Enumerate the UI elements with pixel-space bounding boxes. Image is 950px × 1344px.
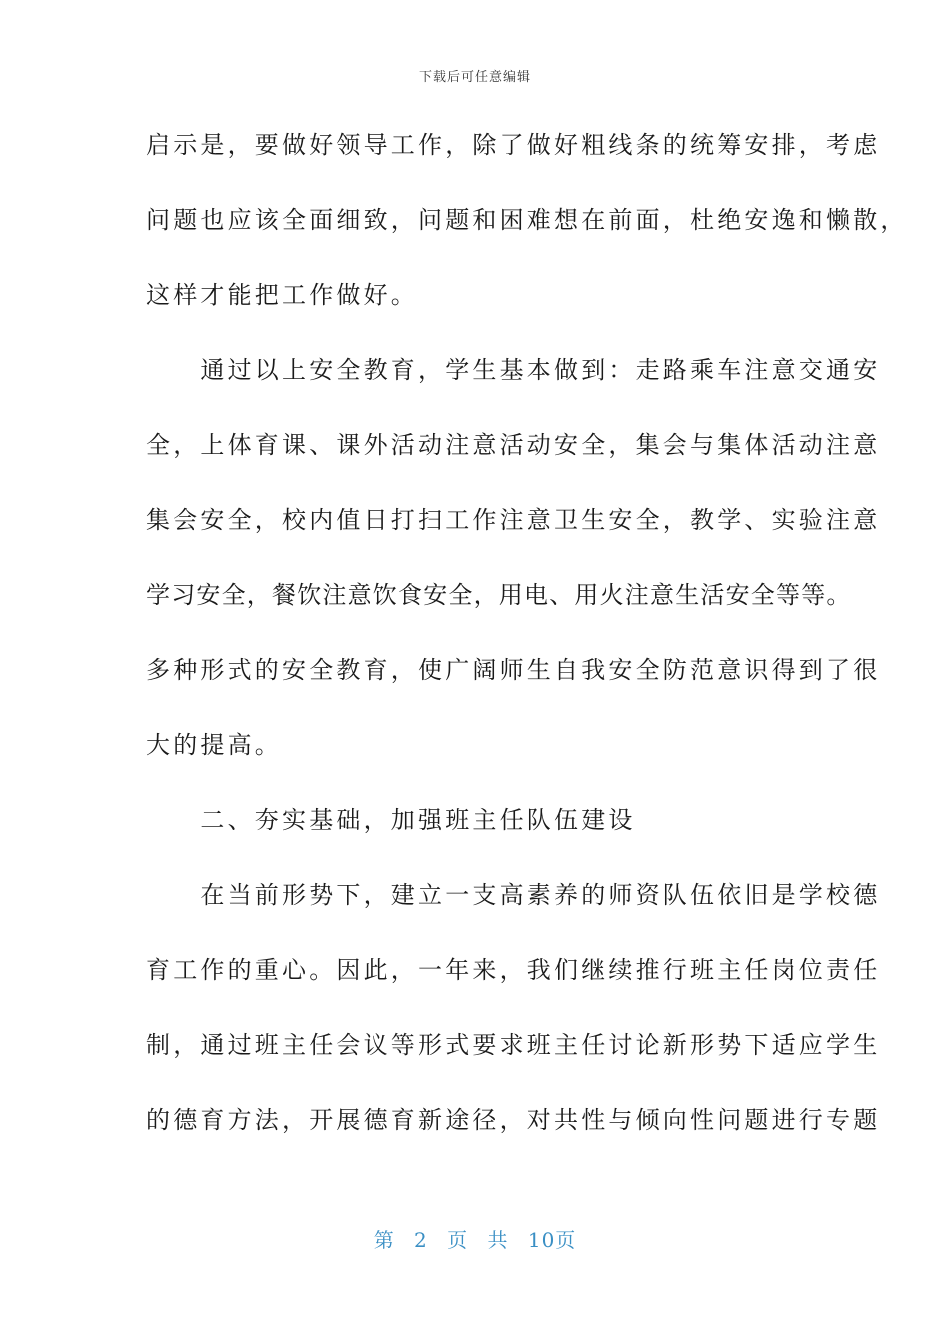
page-footer — [0, 1224, 950, 1253]
page-header-note: 下载后可任意编辑 — [418, 70, 531, 85]
text-line: 多种形式的安全教育，使广阔师生自我安全防范意识得到了很 — [146, 656, 881, 684]
footer-page-number: 2 — [414, 1228, 428, 1252]
text-line: 问题也应该全面细致，问题和困难想在前面，杜绝安逸和懒散， — [146, 206, 908, 234]
text-line: 通过以上安全教育，学生基本做到：走路乘车注意交通安 — [146, 356, 881, 384]
footer-page-word: 第 — [373, 1228, 395, 1252]
text-line: 大的提高。 — [146, 731, 282, 759]
footer-total-word: 共 — [487, 1228, 509, 1252]
text-line: 启示是，要做好领导工作，除了做好粗线条的统筹安排，考虑 — [146, 131, 881, 159]
text-line: 这样才能把工作做好。 — [146, 281, 418, 309]
document-body — [146, 120, 908, 1170]
footer-page-unit: 页 — [447, 1228, 469, 1252]
text-line: 学习安全，餐饮注意饮食安全，用电、用火注意生活安全等等。 — [146, 581, 852, 609]
footer-total-pages: 10页 — [527, 1228, 577, 1252]
text-line: 全，上体育课、课外活动注意活动安全，集会与集体活动注意 — [146, 431, 881, 459]
text-line: 育工作的重心。因此，一年来，我们继续推行班主任岗位责任 — [146, 956, 881, 984]
text-line: 制，通过班主任会议等形式要求班主任讨论新形势下适应学生 — [146, 1031, 881, 1059]
section-heading: 二、夯实基础，加强班主任队伍建设 — [146, 806, 636, 834]
text-line: 在当前形势下，建立一支高素养的师资队伍依旧是学校德 — [146, 881, 881, 909]
text-line: 的德育方法，开展德育新途径，对共性与倾向性问题进行专题 — [146, 1106, 881, 1134]
text-line: 集会安全，校内值日打扫工作注意卫生安全，教学、实验注意 — [146, 506, 881, 534]
